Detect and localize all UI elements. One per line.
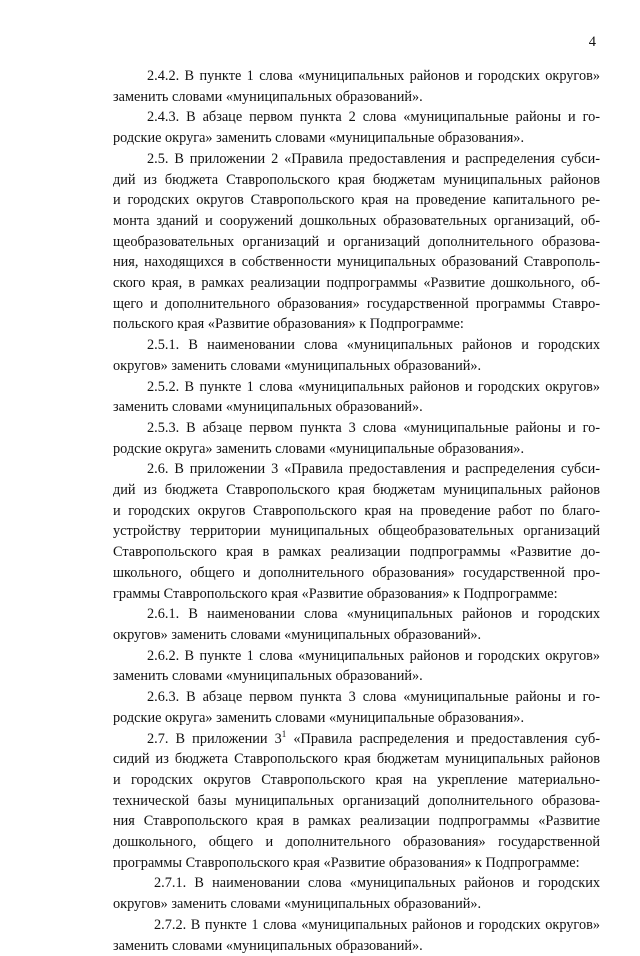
text-line: щего и дополнительного образования» государственной программы Ставро-: [113, 295, 600, 312]
text-line: 2.5. В приложении 2 «Правила предоставления и распределения субси-: [147, 150, 600, 167]
text-line: сидий из бюджета Ставропольского края бюджетам муниципальных районов: [113, 751, 600, 768]
text-line: щеобразовательных организаций и организаций дополнительного образова-: [113, 233, 600, 250]
text-line: технической базы муниципальных организаций дополнительного образова-: [113, 792, 600, 809]
paragraph-p26: [113, 459, 600, 604]
text-line: заменить словами «муниципальных образований».: [113, 668, 423, 685]
text-line: 2.5.3. В абзаце первом пункта 3 слова «муниципальные районы и го-: [147, 419, 600, 436]
document-body: [113, 66, 600, 956]
text-line: школьного, общего и дополнительного образования» государственной про-: [113, 564, 600, 581]
text-line: граммы Ставропольского края «Развитие образования» к Подпрограмме:: [113, 585, 558, 602]
text-line: устройству территории муниципальных общеобразовательных организаций: [113, 523, 600, 540]
paragraph-p243: [113, 107, 600, 148]
text-line: ского края, в рамках реализации подпрограммы «Развитие дошкольного, об-: [113, 275, 600, 292]
text-run: «Правила распределения и предоставления суб-: [286, 730, 600, 747]
text-line: и городских округов Ставропольского края на проведение работ по благо-: [113, 502, 600, 519]
paragraph-p242: [113, 66, 600, 107]
text-line: 2.6.1. В наименовании слова «муниципальных районов и городских: [147, 606, 600, 623]
paragraph-p253: [113, 418, 600, 459]
paragraph-p251: [113, 335, 600, 376]
text-line: ния Ставропольского края в рамках реализации подпрограммы «Развитие: [113, 813, 600, 830]
text-line: польского края «Развитие образования» к Подпрограмме:: [113, 316, 464, 333]
text-line: заменить словами «муниципальных образований».: [113, 937, 423, 954]
text-line: округов» заменить словами «муниципальных образований».: [113, 357, 482, 374]
text-line: и городских округов Ставропольского края на проведение капитального ре-: [113, 192, 600, 209]
text-line: 2.7.2. В пункте 1 слова «муниципальных районов и городских округов»: [154, 916, 600, 933]
text-line: и городских округов Ставропольского края на укрепление материально-: [113, 771, 600, 788]
text-line: 2.4.3. В абзаце первом пункта 2 слова «муниципальные районы и го-: [147, 109, 600, 126]
text-line: дий из бюджета Ставропольского края бюджетам муниципальных районов: [113, 171, 600, 188]
text-line: заменить словами «муниципальных образований».: [113, 88, 423, 105]
paragraph-p272: [113, 915, 600, 956]
text-line: округов» заменить словами «муниципальных образований».: [113, 896, 482, 913]
text-line: 2.5.2. В пункте 1 слова «муниципальных районов и городских округов»: [147, 378, 600, 395]
text-line: заменить словами «муниципальных образований».: [113, 399, 423, 416]
paragraph-p262: [113, 646, 600, 687]
text-line: округов» заменить словами «муниципальных образований».: [113, 626, 482, 643]
paragraph-p252: [113, 377, 600, 418]
text-line: родские округа» заменить словами «муниципальные образования».: [113, 709, 525, 726]
text-line: родские округа» заменить словами «муниципальные образования».: [113, 440, 525, 457]
paragraph-p271: [113, 873, 600, 914]
text-line: 2.4.2. В пункте 1 слова «муниципальных районов и городских округов»: [147, 68, 600, 84]
text-line: 2.6.2. В пункте 1 слова «муниципальных районов и городских округов»: [147, 647, 600, 664]
text-line: дошкольного, общего и дополнительного образования» государственной: [113, 834, 600, 851]
text-line: программы Ставропольского края «Развитие образования» к Подпрограмме:: [113, 854, 580, 871]
text-line: дий из бюджета Ставропольского края бюджетам муниципальных районов: [113, 482, 600, 499]
paragraph-p25: [113, 149, 600, 335]
text-line: ния, находящихся в собственности муниципальных образований Ставрополь-: [113, 254, 600, 271]
text-run: 2.7. В приложении 3: [147, 730, 282, 747]
text-line: 2.5.1. В наименовании слова «муниципальных районов и городских: [147, 337, 600, 354]
paragraph-p261: [113, 604, 600, 645]
superscript: 1: [281, 728, 287, 739]
text-line: монта зданий и сооружений дошкольных образовательных организаций, об-: [113, 212, 600, 229]
paragraph-p27: [113, 729, 600, 874]
text-line: [113, 729, 600, 750]
text-line: родские округа» заменить словами «муниципальные образования».: [113, 130, 525, 147]
text-line: 2.7.1. В наименовании слова «муниципальных районов и городских: [154, 875, 600, 892]
page-number: 4: [588, 34, 596, 50]
paragraph-p263: [113, 687, 600, 728]
text-line: 2.6.3. В абзаце первом пункта 3 слова «муниципальные районы и го-: [147, 689, 600, 706]
text-line: 2.6. В приложении 3 «Правила предоставления и распределения субси-: [147, 461, 600, 478]
text-line: Ставропольского края в рамках реализации подпрограммы «Развитие до-: [113, 544, 600, 561]
